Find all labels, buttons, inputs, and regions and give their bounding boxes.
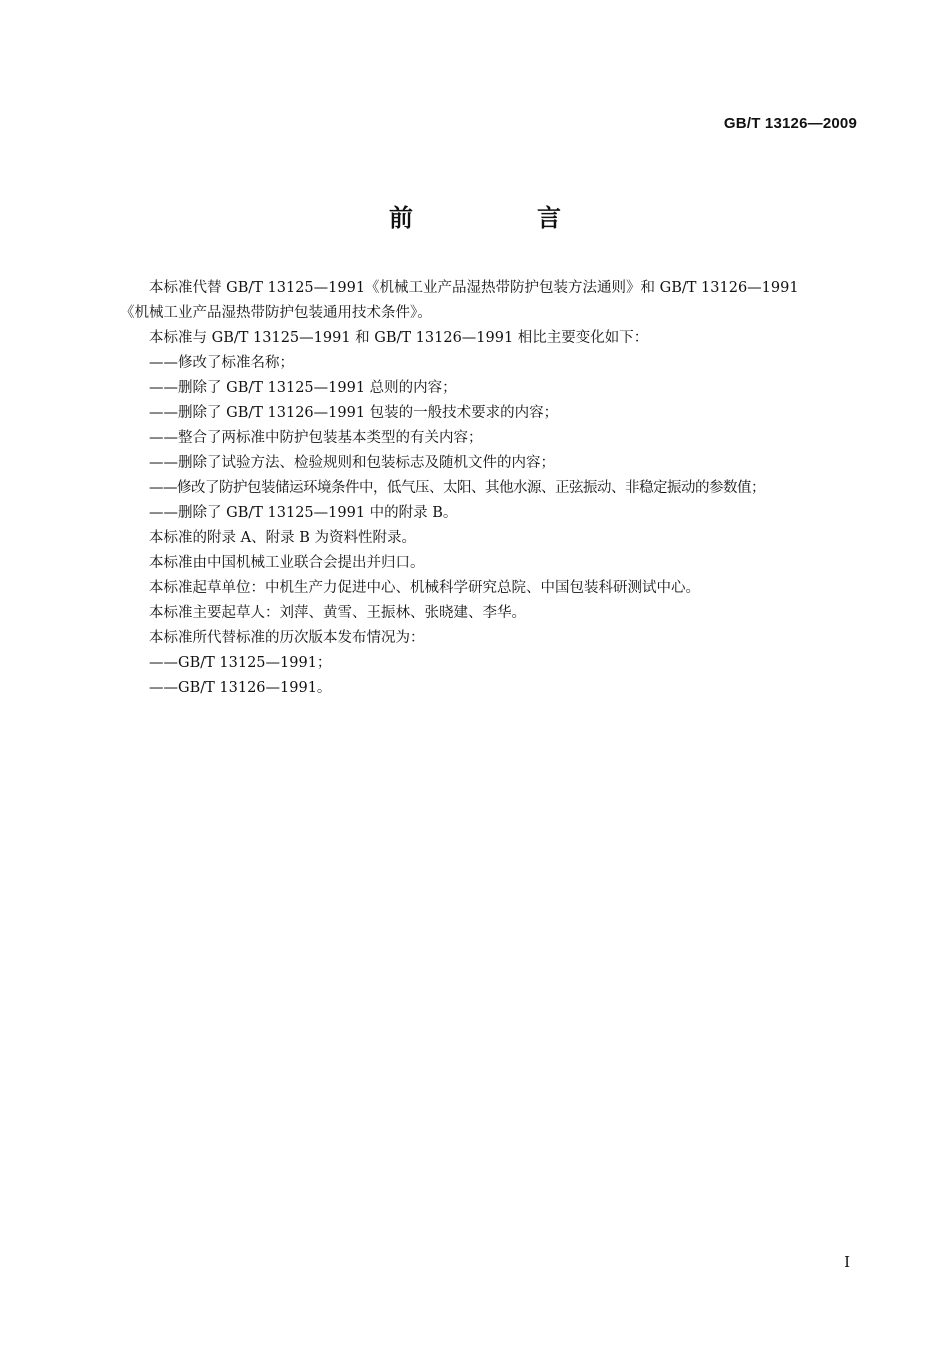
change-item: ——修改了防护包装储运环境条件中，低气压、太阳、其他水源、正弦振动、非稳定振动的参数值；	[149, 480, 765, 496]
page-title: 前 言	[389, 204, 611, 232]
foreword-body	[120, 276, 860, 701]
replacement-statement-line1: 本标准代替 GB/T 13125—1991《机械工业产品湿热带防护包装方法通则》和 GB/T 13126—1991	[149, 280, 799, 296]
drafting-units: 本标准起草单位：中机生产力促进中心、机械科学研究总院、中国包装科研测试中心。	[149, 580, 700, 596]
changes-intro: 本标准与 GB/T 13125—1991 和 GB/T 13126—1991 相比主要变化如下：	[149, 330, 649, 346]
page-number: I	[844, 1253, 850, 1271]
change-item: ——删除了 GB/T 13125—1991 总则的内容；	[149, 380, 457, 396]
standard-code-header: GB/T 13126—2009	[723, 115, 857, 132]
change-item: ——删除了 GB/T 13126—1991 包装的一般技术要求的内容；	[149, 405, 559, 421]
history-item: ——GB/T 13126—1991。	[149, 680, 332, 696]
history-intro: 本标准所代替标准的历次版本发布情况为：	[149, 630, 425, 646]
history-item: ——GB/T 13125—1991；	[149, 655, 332, 671]
appendix-note: 本标准的附录 A、附录 B 为资料性附录。	[149, 530, 416, 546]
change-item: ——修改了标准名称；	[149, 355, 294, 371]
replacement-statement-line2: 《机械工业产品湿热带防护包装通用技术条件》。	[120, 305, 432, 321]
proposer-note: 本标准由中国机械工业联合会提出并归口。	[149, 555, 425, 571]
change-item: ——删除了 GB/T 13125—1991 中的附录 B。	[149, 505, 458, 521]
change-item: ——整合了两标准中防护包装基本类型的有关内容；	[149, 430, 483, 446]
main-drafters: 本标准主要起草人：刘萍、黄雪、王振林、张晓建、李华。	[149, 605, 526, 621]
change-item: ——删除了试验方法、检验规则和包装标志及随机文件的内容；	[149, 455, 555, 471]
